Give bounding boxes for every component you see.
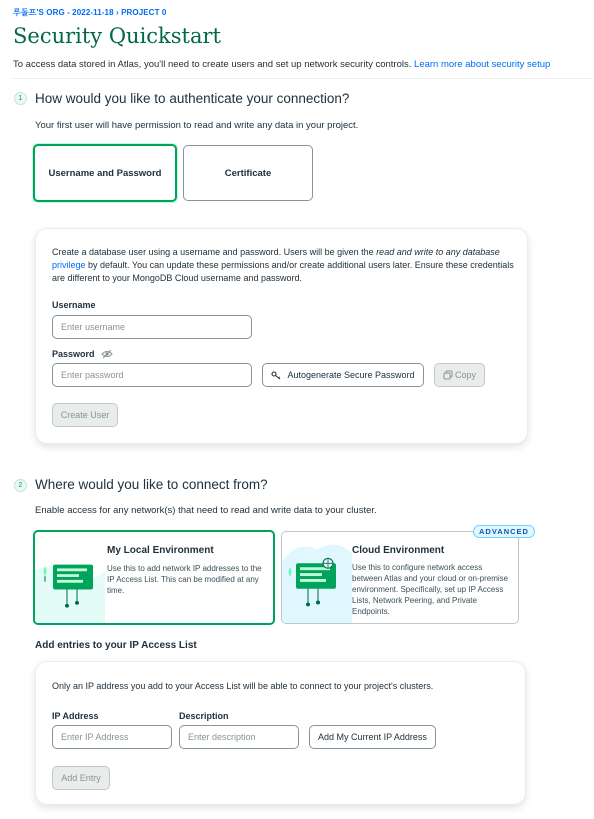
password-input[interactable] [52, 363, 252, 387]
username-label: Username [52, 300, 96, 310]
step-1-subtext: Your first user will have permission to read and write any data in your project. [35, 120, 359, 131]
eye-slash-icon[interactable] [101, 349, 113, 359]
intro-text [13, 59, 550, 70]
add-entry-button[interactable] [52, 766, 110, 790]
auth-option-username-password[interactable] [33, 144, 177, 202]
autogenerate-password-button[interactable] [262, 363, 424, 387]
step-2-badge: 2 [14, 479, 27, 492]
auth-desc-part: Create a database user using a username and password. Users will be given the [52, 247, 377, 257]
local-environment-title: My Local Environment [107, 545, 214, 556]
password-label-row [52, 349, 113, 359]
auth-desc-part: by default. You can update these permissions and/or create additional users later. Ensure these credentials are different to your MongoDB Cloud username and password. [52, 260, 514, 283]
auth-option-certificate[interactable] [183, 145, 313, 201]
description-placeholder: Enter description [188, 732, 256, 742]
ip-address-input[interactable] [52, 725, 172, 749]
auth-description [52, 246, 517, 285]
local-environment-illustration [35, 532, 105, 623]
ip-address-label: IP Address [52, 711, 99, 721]
add-current-ip-button[interactable] [309, 725, 436, 749]
copy-password-button[interactable] [434, 363, 485, 387]
step-1-badge: 1 [14, 92, 27, 105]
breadcrumb[interactable]: 루돌프'S ORG - 2022-11-18 › PROJECT 0 [13, 8, 167, 17]
advanced-badge: ADVANCED [473, 525, 535, 538]
page-title: Security Quickstart [13, 24, 221, 48]
step-2-heading: Where would you like to connect from? [35, 477, 268, 492]
username-input[interactable] [52, 315, 252, 339]
autogenerate-label: Autogenerate Secure Password [287, 370, 415, 380]
step-2-subtext: Enable access for any network(s) that need to read and write data to your cluster. [35, 505, 377, 516]
password-label: Password [52, 349, 95, 359]
create-user-button[interactable] [52, 403, 118, 427]
description-label: Description [179, 711, 229, 721]
username-password-panel [35, 228, 528, 444]
copy-label: Copy [454, 370, 476, 380]
auth-option-label: Username and Password [48, 167, 162, 179]
learn-more-link[interactable]: Learn more about security setup [414, 59, 551, 70]
local-environment-description: Use this to add network IP addresses to the IP Access List. This can be modified at any time. [107, 564, 262, 595]
cloud-environment-card[interactable] [281, 531, 519, 624]
divider [13, 78, 593, 79]
add-entry-label: Add Entry [61, 773, 101, 783]
key-icon [271, 371, 282, 380]
intro-copy: To access data stored in Atlas, you'll need to create users and set up network security controls. [13, 59, 415, 70]
copy-icon [443, 370, 453, 380]
ip-address-placeholder: Enter IP Address [61, 732, 129, 742]
username-placeholder: Enter username [61, 322, 126, 332]
add-current-ip-label: Add My Current IP Address [318, 732, 427, 742]
privilege-link[interactable]: privilege [52, 260, 86, 270]
auth-option-label: Certificate [224, 167, 272, 179]
create-user-label: Create User [60, 410, 110, 420]
password-placeholder: Enter password [61, 370, 124, 380]
description-input[interactable] [179, 725, 299, 749]
ip-access-description: Only an IP address you add to your Access List will be able to connect to your project's clusters. [52, 681, 434, 691]
local-environment-card[interactable] [33, 530, 275, 625]
cloud-environment-description: Use this to configure network access between Atlas and your cloud or on-premise environment. Specifically, set up IP Access Lists, Network Peering, and Private Endpoints. [352, 563, 509, 616]
step-1-heading: How would you like to authenticate your connection? [35, 91, 350, 106]
auth-desc-italic: read and write to any database [376, 247, 500, 257]
cloud-environment-illustration [282, 532, 352, 623]
ip-access-list-heading: Add entries to your IP Access List [35, 640, 197, 651]
cloud-environment-title: Cloud Environment [352, 545, 445, 556]
ip-access-list-panel [35, 661, 526, 805]
